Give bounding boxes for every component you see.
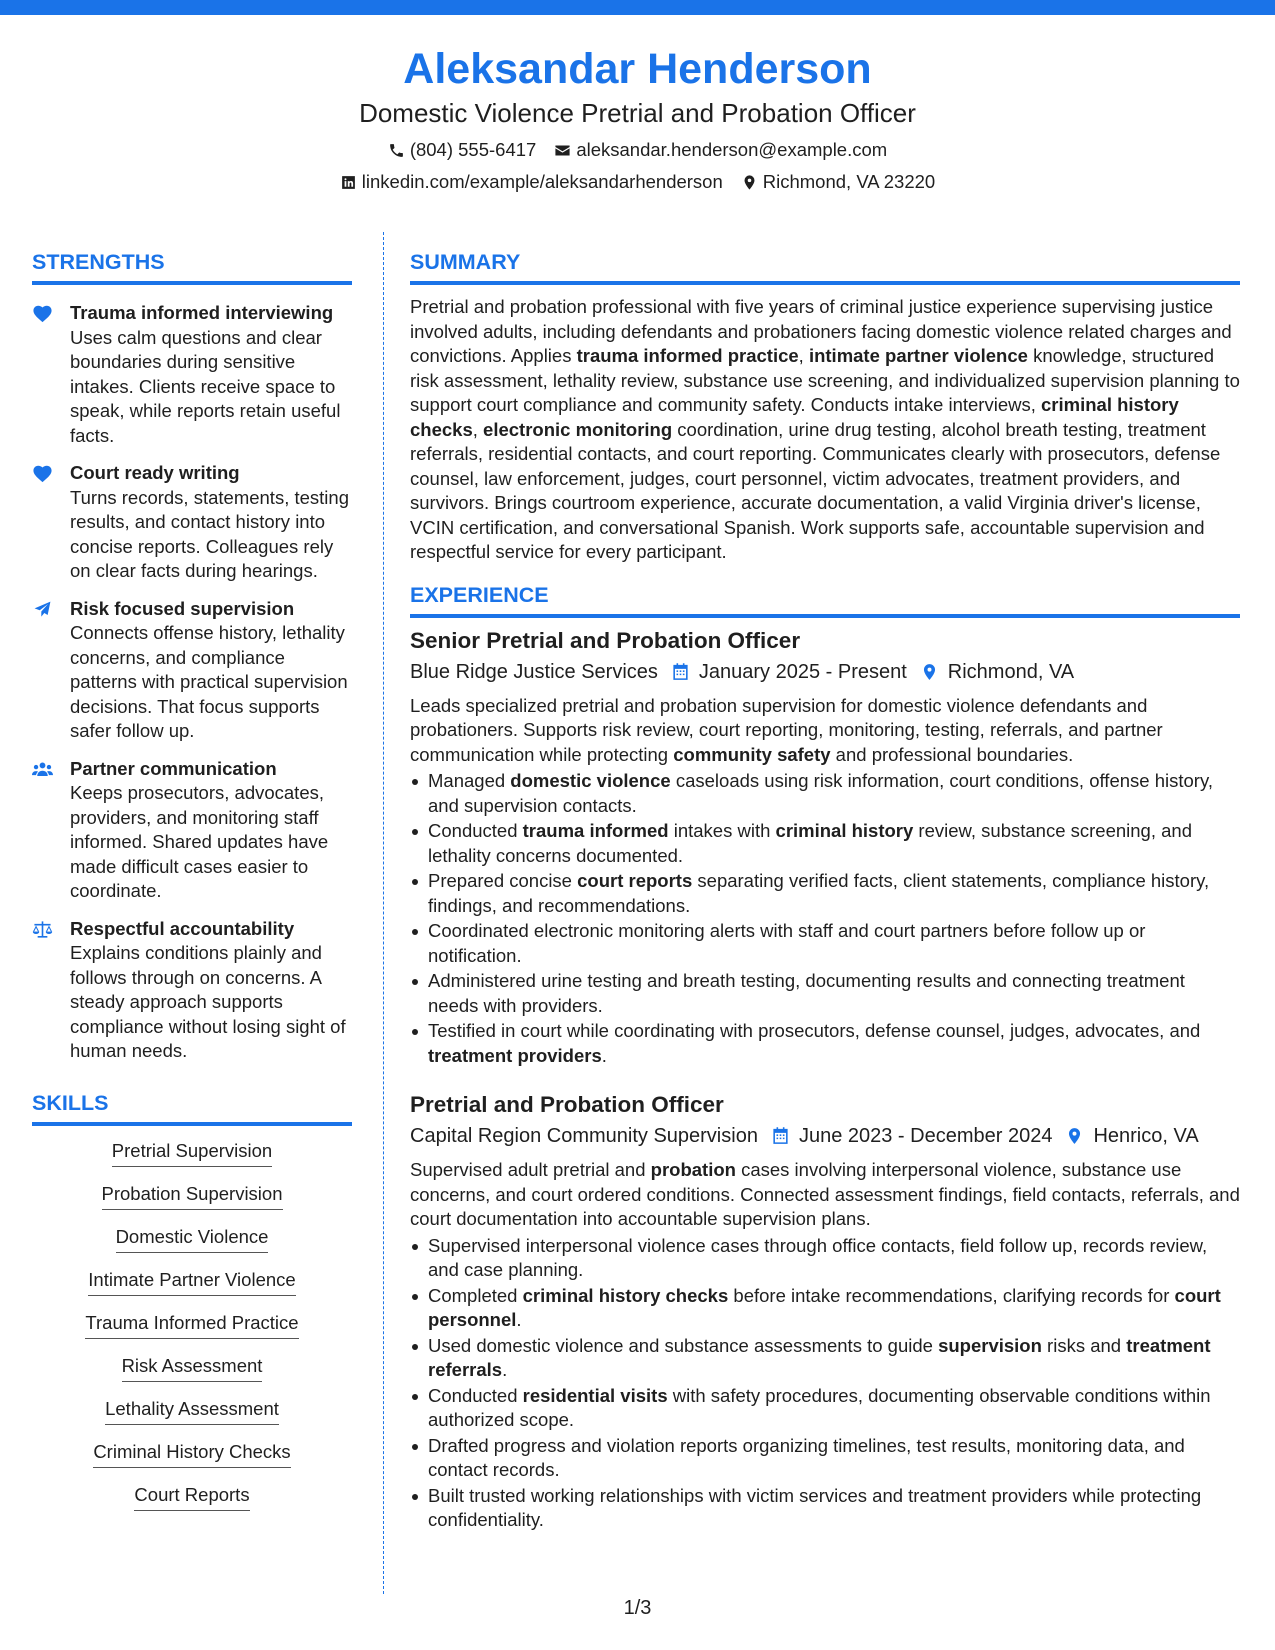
strength-title: Trauma informed interviewing [70,302,334,323]
bullet-item: Used domestic violence and substance assessments to guide supervision risks and treatment referrals. [410,1334,1240,1383]
skill-tag: Pretrial Supervision [112,1139,272,1167]
bullet-item: Coordinated electronic monitoring alerts with staff and court partners before follow up or notification. [410,919,1240,968]
bullet-item: Managed domestic violence caseloads using risk information, court conditions, offense history, and supervision contacts. [410,769,1240,818]
strength-item [32,461,352,584]
candidate-name: Aleksandar Henderson [403,45,872,93]
heart-icon [32,304,53,323]
linkedin-contact[interactable] [340,170,723,194]
strength-item [32,917,352,1064]
bullet-item: Conducted residential visits with safety procedures, documenting observable conditions within authorized scope. [410,1384,1240,1433]
skill-tag: Trauma Informed Practice [85,1311,298,1339]
strength-desc: Uses calm questions and clear boundaries during sensitive intakes. Clients receive space to speak, while reports retain useful facts. [70,326,341,446]
skill-tag: Lethality Assessment [105,1397,279,1425]
skill-tag: Intimate Partner Violence [88,1268,295,1296]
job-title: Pretrial and Probation Officer [410,1092,724,1117]
heart-icon [32,464,53,483]
email-text: aleksandar.henderson@example.com [576,139,888,160]
location-text: Richmond, VA 23220 [762,171,936,192]
strength-desc: Turns records, statements, testing results, and contact history into concise reports. Colleagues rely on clear facts during hearings. [70,486,349,581]
linkedin-icon [340,174,357,191]
skill-tag: Domestic Violence [116,1225,269,1253]
experience-heading: EXPERIENCE [410,581,1240,618]
bullet-item: Prepared concise court reports separating verified facts, client statements, compliance history, findings, and recommendations. [410,869,1240,918]
job-description: Leads specialized pretrial and probation supervision for domestic violence defendants and probationers. Supports risk review, court reporting, monitoring, testing, referrals, and partner communication while protecting community safety and professional boundaries. [410,694,1163,765]
bullet-item: Administered urine testing and breath testing, documenting results and connecting treatment needs with providers. [410,969,1240,1018]
strength-title: Court ready writing [70,462,240,483]
job-location: Richmond, VA [947,660,1075,683]
skill-tag: Risk Assessment [122,1354,263,1382]
strength-item [32,757,352,904]
column-divider [383,232,384,1594]
emphasis-text: domestic violence [510,770,671,791]
emphasis-text: trauma informed [522,820,669,841]
emphasis-text: residential visits [522,1384,668,1406]
strengths-list [32,301,352,1064]
balance-scale-icon [32,920,53,939]
emphasis-text: intimate partner violence [808,345,1028,366]
job-company: Blue Ridge Justice Services [410,660,658,683]
phone-contact[interactable] [388,138,537,162]
emphasis-text: treatment providers [428,1044,602,1066]
bullet-item: Testified in court while coordinating with prosecutors, defense counsel, judges, advocates, and treatment providers. [410,1019,1240,1068]
strength-item [32,301,352,448]
emphasis-text: electronic monitoring [483,418,673,440]
contact-row-2 [0,170,1275,194]
strength-title: Partner communication [70,757,277,779]
right-column [410,248,1240,1534]
emphasis-text: supervision [938,1334,1042,1356]
skill-tag: Criminal History Checks [93,1440,290,1468]
strength-desc: Keeps prosecutors, advocates, providers, and monitoring staff informed. Shared updates have made difficult cases easier to coordinate. [70,782,329,901]
map-marker-icon [1065,1126,1084,1146]
job-dates: June 2023 - December 2024 [798,1125,1053,1147]
bullet-item: Built trusted working relationships with victim services and treatment providers while protecting confidentiality. [410,1484,1240,1533]
contact-row-1 [0,138,1275,162]
job-bullets [410,769,1240,1068]
skill-tag: Probation Supervision [102,1182,283,1210]
strength-item [32,597,352,744]
job-company: Capital Region Community Supervision [410,1125,758,1147]
phone-text: (804) 555-6417 [409,139,537,160]
strengths-heading: STRENGTHS [32,248,352,285]
emphasis-text: probation [650,1159,736,1180]
emphasis-text: court personnel [428,1284,1221,1330]
skills-list [32,1139,352,1526]
job-dates: January 2025 - Present [698,660,907,683]
emphasis-text: criminal history checks [522,1284,729,1306]
bullet-item: Completed criminal history checks before intake recommendations, clarifying records for court personnel. [410,1284,1240,1333]
page-number: 1/3 [623,1597,652,1619]
bullet-item: Drafted progress and violation reports organizing timelines, test results, monitoring data, and contact records. [410,1434,1240,1483]
summary-text: Pretrial and probation professional with five years of criminal justice experience supervising justice involved adults, including defendants and probationers facing domestic violence related charges and convictions. Applies trauma informed practice, intimate partner violence knowledge, structured risk assessment, lethality review, substance use screening, and individualized supervision planning to support court compliance and community safety. Conducts intake interviews, criminal history checks, electronic monitoring coordination, urine drug testing, alcohol breath testing, treatment referrals, residential contacts, and court reporting. Communicates clearly with prosecutors, defense counsel, law enforcement, judges, court personnel, victim advocates, treatment providers, and survivors. Brings courtroom experience, accurate documentation, a valid Virginia driver's license, VCIN certification, and conversational Spanish. Work supports safe, accountable supervision and respectful service for every participant. [410,296,1240,562]
emphasis-text: community safety [673,743,831,765]
skill-tag: Court Reports [134,1483,249,1511]
left-column [32,248,352,1526]
job-location: Henrico, VA [1093,1125,1199,1147]
location-contact [741,170,935,194]
strength-title: Risk focused supervision [70,597,295,619]
candidate-title: Domestic Violence Pretrial and Probation Officer [359,98,916,128]
map-marker-icon [920,662,939,682]
top-accent-bar [0,0,1275,15]
job-meta [410,1121,1240,1151]
strength-desc: Connects offense history, lethality concerns, and compliance patterns with practical supervision decisions. That focus supports safer follow up. [70,622,348,741]
calendar-icon [671,662,690,682]
job-meta [410,657,1240,687]
emphasis-text: criminal history checks [410,394,1179,440]
emphasis-text: criminal history [775,820,914,841]
resume-header [0,42,1275,194]
phone-icon [388,142,405,159]
emphasis-text: trauma informed practice [576,345,799,366]
bullet-item: Conducted trauma informed intakes with criminal history review, substance screening, and lethality concerns documented. [410,819,1240,868]
skills-heading: SKILLS [32,1089,352,1126]
map-marker-icon [741,174,758,191]
users-icon [32,760,53,779]
job-title: Senior Pretrial and Probation Officer [410,627,801,653]
job-entry [410,626,1240,1069]
emphasis-text: court reports [577,870,693,891]
envelope-icon [554,142,571,159]
strength-title: Respectful accountability [70,917,295,939]
calendar-icon [771,1126,790,1146]
linkedin-text: linkedin.com/example/aleksandarhenderson [361,171,723,192]
job-bullets [410,1234,1240,1533]
strength-desc: Explains conditions plainly and follows through on concerns. A steady approach supports compliance without losing sight of human needs. [70,942,346,1061]
email-contact[interactable] [554,138,887,162]
paper-plane-icon [32,600,53,619]
emphasis-text: treatment referrals [428,1334,1211,1380]
summary-heading: SUMMARY [410,248,1240,285]
job-description: Supervised adult pretrial and probation cases involving interpersonal violence, substance use concerns, and court ordered conditions. Connected assessment findings, field contacts, referrals, and court documentation into accountable supervision plans. [410,1159,1240,1229]
job-entry [410,1090,1240,1533]
bullet-item: Supervised interpersonal violence cases through office contacts, field follow up, records review, and case planning. [410,1234,1240,1283]
